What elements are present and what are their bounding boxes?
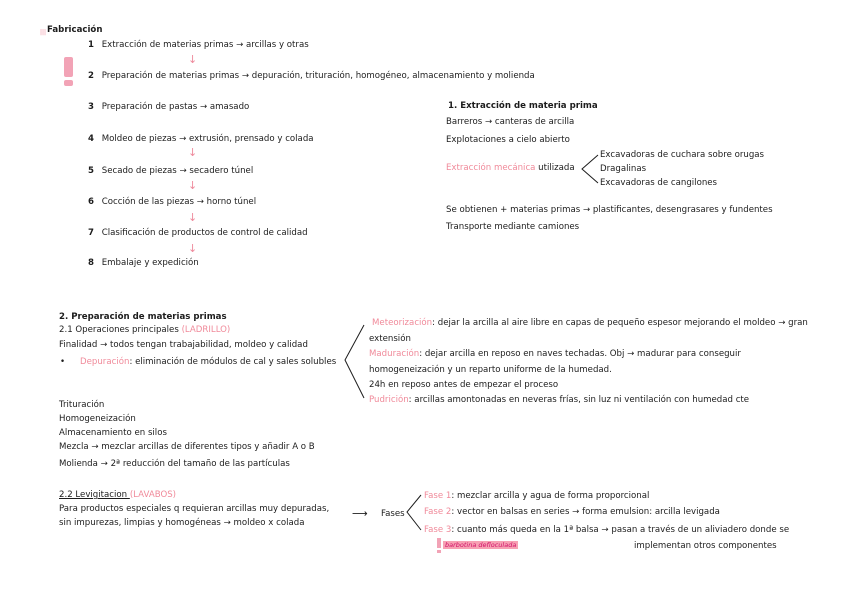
- maduracion-cont: homogeneización y un reparto uniforme de la humedad.: [369, 365, 612, 375]
- op-molienda: Molienda → 2ª reducción del tamaño de las partículas: [59, 459, 290, 469]
- title-marker: |||: [40, 29, 47, 36]
- extraccion-line-2: Explotaciones a cielo abierto: [446, 135, 570, 145]
- step-7: 7 Clasificación de productos de control de calidad: [88, 228, 308, 238]
- bullet: •: [60, 357, 66, 367]
- fase-3: Fase 3: cuanto más queda en la 1ª balsa → pasan a través de un aliviadero donde se: [424, 525, 790, 535]
- down-arrow-icon: ↓: [188, 179, 198, 192]
- step-1: 1 Extracción de materias primas → arcillas y otras: [88, 40, 309, 50]
- op-almacenamiento: Almacenamiento en silos: [59, 428, 167, 438]
- levigacion-desc-1: Para productos especiales q requieran arcillas muy depuradas,: [59, 504, 330, 514]
- step-2: 2 Preparación de materias primas → depuración, trituración, homogéneo, almacenamiento y molienda: [88, 71, 535, 81]
- down-arrow-icon: ↓: [188, 146, 198, 159]
- branch-3: Excavadoras de cangilones: [600, 178, 718, 188]
- step-5: 5 Secado de piezas → secadero túnel: [88, 166, 254, 176]
- pudricion: Pudrición: arcillas amontonadas en neveras frías, sin luz ni ventilación con humedad cte: [369, 395, 750, 405]
- step-6: 6 Cocción de las piezas → horno túnel: [88, 197, 257, 207]
- op-trituracion: Trituración: [59, 400, 105, 410]
- maduracion: Maduración: dejar arcilla en reposo en naves techadas. Obj → madurar para conseguir: [369, 349, 741, 359]
- preparacion-title: 2. Preparación de materias primas: [59, 312, 227, 322]
- op-homogeneizacion: Homogeneización: [59, 414, 136, 424]
- extraccion-mecanica: Extracción mecánica utilizada: [446, 163, 575, 173]
- page-title: Fabricación: [47, 25, 103, 35]
- step-8: 8 Embalaje y expedición: [88, 258, 199, 268]
- branch-2: Dragalinas: [600, 164, 647, 174]
- fase-1: Fase 1: mezclar arcilla y agua de forma proporcional: [424, 491, 650, 501]
- right-arrow-icon: ⟶: [352, 507, 368, 520]
- levigacion-title: 2.2 Levigitacion (LAVABOS): [59, 490, 177, 500]
- extraccion-title: 1. Extracción de materia prima: [448, 101, 598, 111]
- fases-label: Fases: [381, 509, 405, 519]
- extraccion-line-1: Barreros → canteras de arcilla: [446, 117, 575, 127]
- meteorizacion: Meteorización: dejar la arcilla al aire libre en capas de pequeño espesor mejorando el moldeo → gran: [372, 318, 808, 328]
- down-arrow-icon: ↓: [188, 211, 198, 224]
- barbotina-highlight: barbotina defloculada: [445, 541, 517, 549]
- fase-2: Fase 2: vector en balsas en series → forma emulsion: arcilla levigada: [424, 507, 720, 517]
- down-arrow-icon: ↓: [188, 53, 198, 66]
- preparacion-subtitle: 2.1 Operaciones principales (LADRILLO): [59, 325, 231, 335]
- finalidad: Finalidad → todos tengan trabajabilidad, moldeo y calidad: [59, 340, 308, 350]
- op-mezcla: Mezcla → mezclar arcillas de diferentes tipos y añadir A o B: [59, 442, 315, 452]
- meteorizacion-cont: extensión: [369, 334, 411, 344]
- maduracion-cont-2: 24h en reposo antes de empezar el proceso: [369, 380, 559, 390]
- down-arrow-icon: ↓: [188, 242, 198, 255]
- levigacion-desc-2: sin impurezas, limpias y homogéneas → moldeo x colada: [59, 518, 305, 528]
- fase-3-cont: implementan otros componentes: [634, 541, 777, 551]
- depuracion: Depuración: eliminación de módulos de cal y sales solubles: [80, 357, 337, 367]
- step-4: 4 Moldeo de piezas → extrusión, prensado y colada: [88, 134, 314, 144]
- extraccion-line-4: Transporte mediante camiones: [446, 222, 580, 232]
- branch-1: Excavadoras de cuchara sobre orugas: [600, 150, 765, 160]
- extraccion-line-3: Se obtienen + materias primas → plastificantes, desengrasares y fundentes: [446, 205, 773, 215]
- step-3: 3 Preparación de pastas → amasado: [88, 102, 250, 112]
